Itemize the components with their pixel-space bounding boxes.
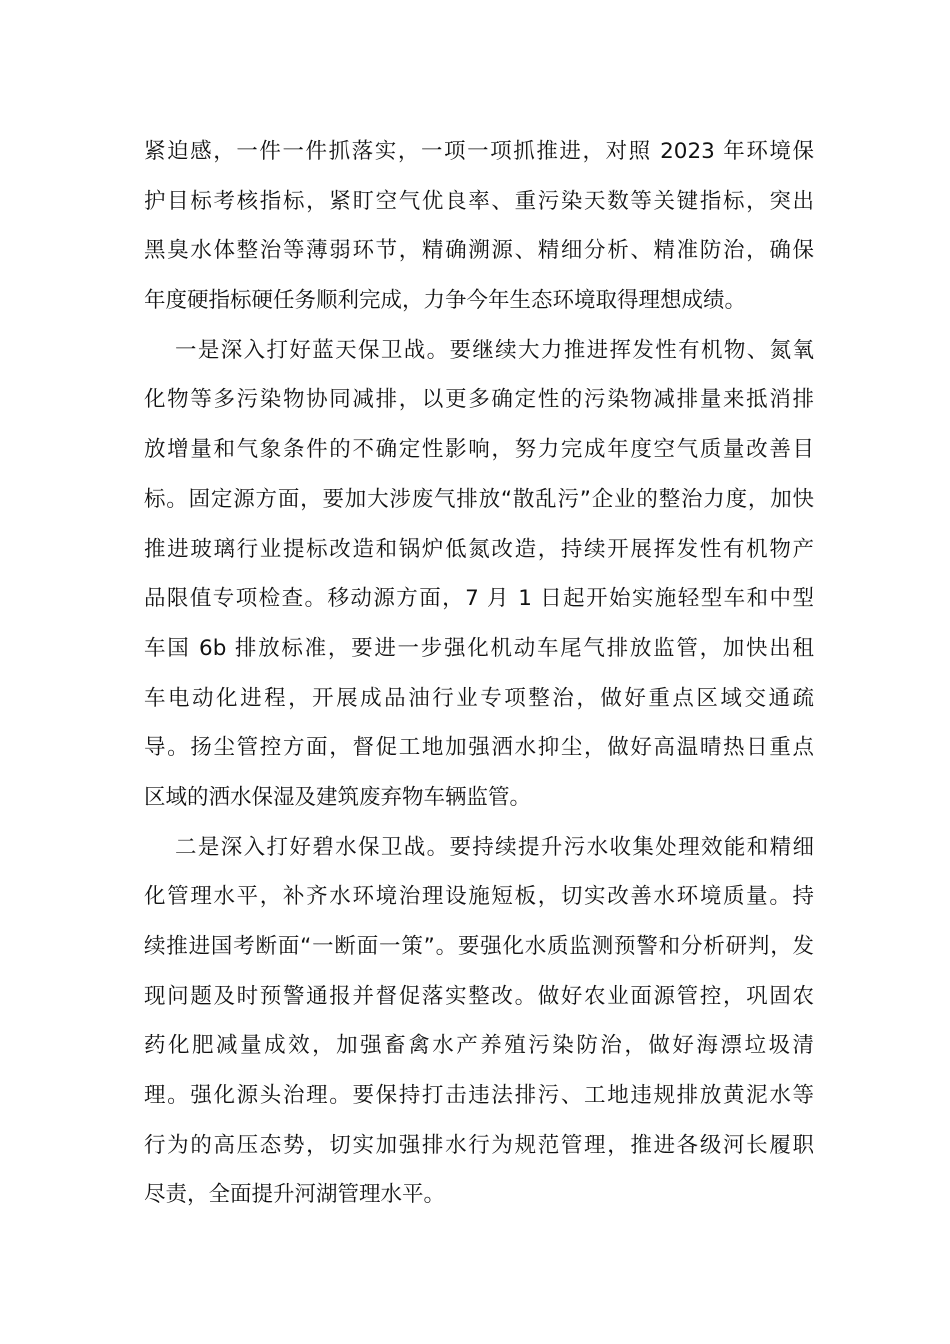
text-line: 护目标考核指标，紧盯空气优良率、重污染天数等关键指标，突出 bbox=[144, 188, 814, 214]
text-line: 二是深入打好碧水保卫战。要持续提升污水收集处理效能和精细 bbox=[175, 834, 814, 860]
text-line: 品限值专项检查。移动源方面，7 月 1 日起开始实施轻型车和中型 bbox=[144, 586, 814, 612]
text-line: 理。强化源头治理。要保持打击违法排污、工地违规排放黄泥水等 bbox=[144, 1083, 814, 1109]
text-line: 年度硬指标硬任务顺利完成，力争今年生态环境取得理想成绩。 bbox=[144, 288, 747, 314]
text-line: 车电动化进程，开展成品油行业专项整治，做好重点区域交通疏 bbox=[144, 685, 814, 711]
text-line: 行为的高压态势，切实加强排水行为规范管理，推进各级河长履职 bbox=[144, 1132, 814, 1158]
paragraph-continuation bbox=[144, 127, 814, 326]
text-line: 放增量和气象条件的不确定性影响，努力完成年度空气质量改善目 bbox=[144, 437, 814, 463]
text-line: 续推进国考断面“一断面一策”。要强化水质监测预警和分析研判，发 bbox=[144, 934, 814, 959]
text-line: 药化肥减量成效，加强畜禽水产养殖污染防治，做好海漂垃圾清 bbox=[144, 1033, 814, 1059]
text-line: 区域的洒水保湿及建筑废弃物车辆监管。 bbox=[144, 784, 532, 810]
text-line: 导。扬尘管控方面，督促工地加强洒水抑尘，做好高温晴热日重点 bbox=[144, 735, 814, 761]
text-line: 推进玻璃行业提标改造和锅炉低氮改造，持续开展挥发性有机物产 bbox=[144, 536, 814, 562]
document-body bbox=[144, 127, 814, 1220]
text-line: 一是深入打好蓝天保卫战。要继续大力推进挥发性有机物、氮氧 bbox=[175, 337, 814, 363]
text-line: 现问题及时预警通报并督促落实整改。做好农业面源管控，巩固农 bbox=[144, 983, 814, 1009]
text-line: 车国 6b 排放标准，要进一步强化机动车尾气排放监管，加快出租 bbox=[144, 635, 814, 661]
paragraph-blue-sky bbox=[144, 326, 814, 823]
text-line: 黑臭水体整治等薄弱环节，精确溯源、精细分析、精准防治，确保 bbox=[144, 238, 814, 264]
text-line: 紧迫感，一件一件抓落实，一项一项抓推进，对照 2023 年环境保 bbox=[144, 139, 814, 164]
text-line: 尽责，全面提升河湖管理水平。 bbox=[144, 1182, 446, 1208]
text-line: 化物等多污染物协同减排，以更多确定性的污染物减排量来抵消排 bbox=[144, 387, 814, 413]
text-line: 标。固定源方面，要加大涉废气排放“散乱污”企业的整治力度，加快 bbox=[144, 486, 814, 512]
paragraph-clear-water bbox=[144, 823, 814, 1221]
text-line: 化管理水平，补齐水环境治理设施短板，切实改善水环境质量。持 bbox=[144, 884, 814, 910]
